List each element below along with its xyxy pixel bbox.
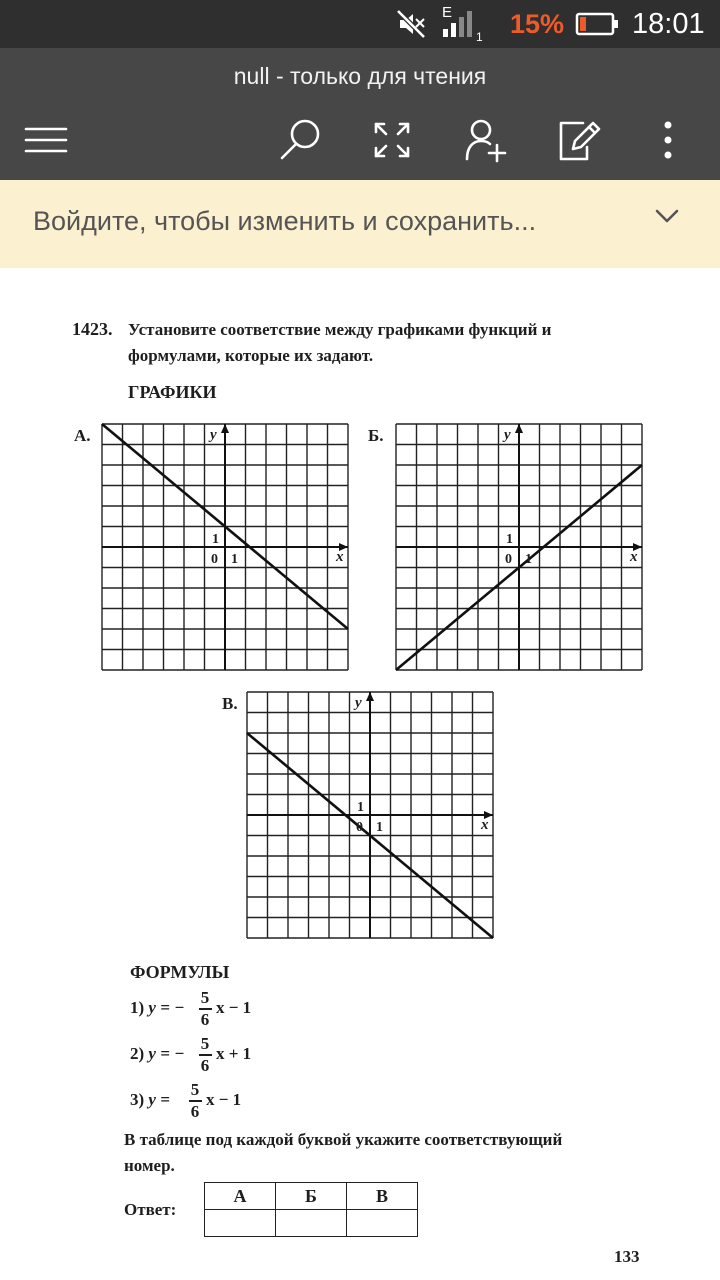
battery-percent: 15% bbox=[510, 8, 565, 39]
graph-label: А. bbox=[74, 426, 91, 445]
graph-label: В. bbox=[222, 694, 238, 713]
search-button[interactable] bbox=[272, 112, 328, 168]
more-icon bbox=[661, 120, 675, 160]
y-tick-label: 1 bbox=[357, 800, 364, 815]
add-person-icon bbox=[463, 117, 509, 163]
page-number: 133 bbox=[614, 1247, 640, 1266]
formula-rhs: x + 1 bbox=[216, 1044, 252, 1063]
formula-2 bbox=[130, 1044, 184, 1064]
y-axis-label: y bbox=[504, 427, 511, 443]
network-label: E bbox=[442, 3, 453, 21]
instruction-line1: В таблице под каждой буквой укажите соответствующий bbox=[124, 1130, 563, 1149]
y-axis-arrow bbox=[366, 692, 374, 701]
y-axis-arrow bbox=[515, 424, 523, 433]
instruction-line2: номер. bbox=[124, 1156, 175, 1175]
formula-rhs: x − 1 bbox=[206, 1090, 242, 1109]
answer-label: Ответ: bbox=[124, 1200, 177, 1219]
menu-button[interactable] bbox=[18, 112, 74, 168]
y-axis-label: y bbox=[355, 695, 362, 711]
formula-1 bbox=[130, 998, 184, 1018]
fraction-numerator: 5 bbox=[200, 988, 210, 1007]
y-tick-label: 1 bbox=[506, 532, 513, 547]
formula-lhs: y = − bbox=[148, 1044, 185, 1063]
origin-label: 0 bbox=[356, 820, 363, 835]
chevron-down-icon[interactable] bbox=[654, 208, 680, 224]
sim-label: 1 bbox=[476, 30, 483, 43]
clock: 18:01 bbox=[632, 7, 705, 40]
formula-rhs: x − 1 bbox=[216, 998, 252, 1017]
formula-3 bbox=[130, 1090, 170, 1110]
x-tick-label: 1 bbox=[525, 552, 532, 567]
fraction-denominator: 6 bbox=[200, 1056, 210, 1075]
search-icon bbox=[277, 117, 323, 163]
fullscreen-icon bbox=[372, 120, 412, 160]
menu-icon bbox=[24, 125, 68, 155]
sign-in-banner-text: Войдите, чтобы изменить и сохранить... bbox=[33, 206, 537, 236]
battery-icon bbox=[575, 0, 621, 48]
edit-icon bbox=[555, 117, 601, 163]
x-tick-label: 1 bbox=[231, 552, 238, 567]
share-button[interactable] bbox=[458, 112, 514, 168]
problem-text-line2: формулами, которые их задают. bbox=[128, 346, 374, 365]
app-toolbar bbox=[0, 48, 720, 180]
graphs-figure bbox=[0, 268, 720, 968]
answer-cell-b bbox=[276, 1210, 347, 1237]
fraction-numerator: 5 bbox=[190, 1080, 200, 1099]
fraction-numerator: 5 bbox=[200, 1034, 210, 1053]
fullscreen-button[interactable] bbox=[364, 112, 420, 168]
x-axis-label: x bbox=[630, 549, 638, 565]
answer-table bbox=[204, 1182, 418, 1237]
fraction-denominator: 6 bbox=[200, 1010, 210, 1029]
edit-button[interactable] bbox=[550, 112, 606, 168]
formula-number: 3) bbox=[130, 1090, 149, 1109]
more-options-button[interactable] bbox=[640, 112, 696, 168]
x-axis-label: x bbox=[481, 817, 489, 833]
status-bar bbox=[0, 0, 720, 48]
y-tick-label: 1 bbox=[212, 532, 219, 547]
problem-text-line1: Установите соответствие между графиками функций и bbox=[128, 320, 552, 339]
answer-cell-v bbox=[347, 1210, 418, 1237]
answer-cell-a bbox=[205, 1210, 276, 1237]
formula-number: 1) bbox=[130, 998, 149, 1017]
x-tick-label: 1 bbox=[376, 820, 383, 835]
answer-value-row bbox=[205, 1210, 418, 1237]
formula-number: 2) bbox=[130, 1044, 149, 1063]
graph-label: Б. bbox=[368, 426, 384, 445]
formulas-heading: ФОРМУЛЫ bbox=[130, 962, 230, 982]
document-title: null - только для чтения bbox=[233, 63, 487, 89]
answer-header-b: Б bbox=[276, 1183, 347, 1210]
y-axis-label: y bbox=[210, 427, 217, 443]
sign-in-banner[interactable] bbox=[0, 180, 720, 268]
formula-lhs: y = − bbox=[148, 998, 185, 1017]
fraction-denominator: 6 bbox=[190, 1102, 200, 1121]
graphs-heading: ГРАФИКИ bbox=[128, 382, 217, 402]
answer-header-v: В bbox=[347, 1183, 418, 1210]
problem-number: 1423. bbox=[72, 319, 113, 339]
origin-label: 0 bbox=[211, 552, 218, 567]
y-axis-arrow bbox=[221, 424, 229, 433]
answer-header-row bbox=[205, 1183, 418, 1210]
formula-lhs: y = bbox=[148, 1090, 170, 1109]
origin-label: 0 bbox=[505, 552, 512, 567]
answer-header-a: А bbox=[205, 1183, 276, 1210]
x-axis-label: x bbox=[336, 549, 344, 565]
document-page[interactable] bbox=[0, 268, 720, 1280]
mute-icon bbox=[394, 0, 428, 48]
